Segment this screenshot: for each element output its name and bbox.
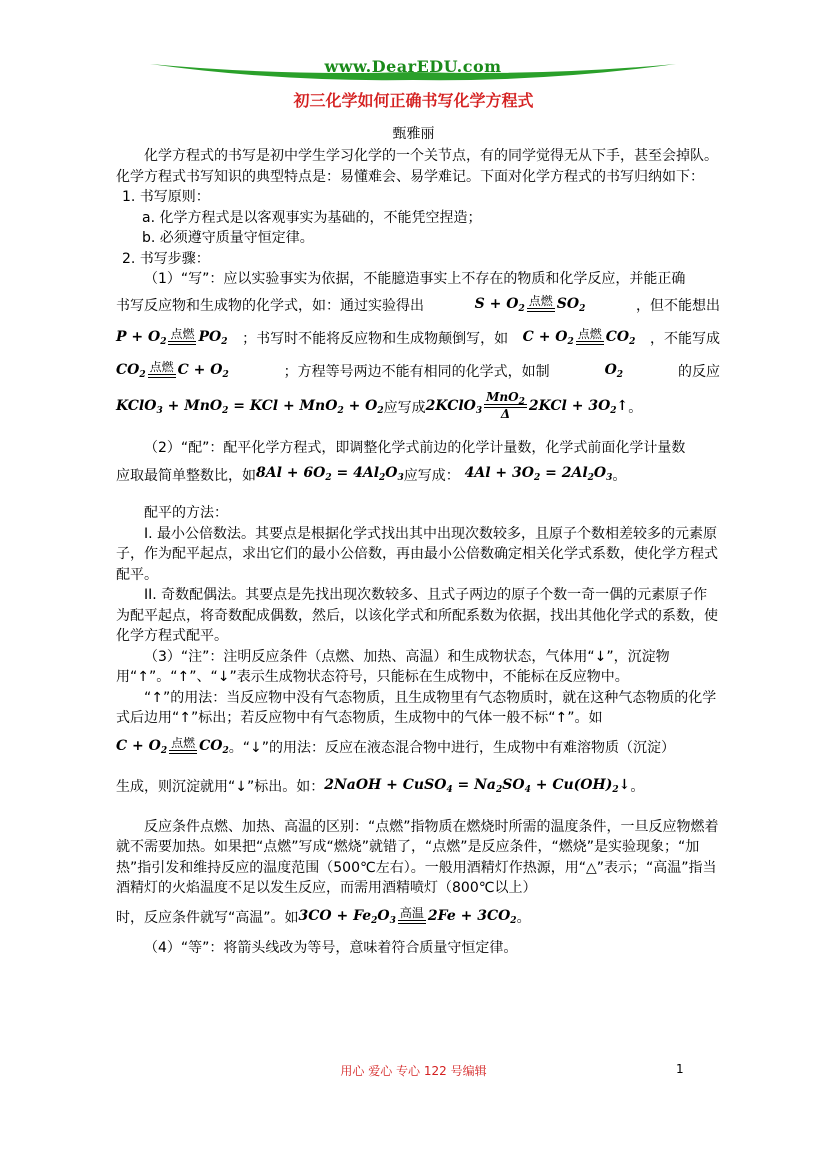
high-temp-example-line xyxy=(116,899,720,938)
site-url: www.DearEDU.com xyxy=(324,57,502,76)
principle-b: b. 必须遵守质量守恒定律。 xyxy=(142,230,314,246)
intro-paragraph: 化学方程式的书写是初中学生学习化学的一个关节点，有的同学觉得无从下手，甚至会掉队。化学方程式书写知识的典型特点是：易懂难会、易学难记。下面对化学方程式的书写归纳如下： xyxy=(116,148,718,185)
equation-al-o2-wrong: $8Al + 6O_2 = 4Al_2O_3$ xyxy=(256,465,404,483)
text-segment: 。 xyxy=(630,779,645,795)
text-segment: 书写反应物和生成物的化学式，如：通过实验得出 xyxy=(116,298,424,314)
step-2-line-2 xyxy=(116,458,720,493)
step-1-line-3 xyxy=(116,323,720,356)
text-segment: 生成，则沉淀就用“↓”标出。如： xyxy=(116,779,325,795)
equation-co-fe2o3: $3CO + Fe_2O_3$ 高温 $2Fe + 3CO_2$ xyxy=(298,906,517,926)
equation-kclo3-wrong: KClO$_3$ + MnO$_2$ = KCl + $MnO_2 + O_2$ xyxy=(116,397,384,416)
gas-arrow-example-line xyxy=(116,729,720,768)
step-1-line-4 xyxy=(116,356,720,389)
text-segment: ，但不能想出 xyxy=(636,298,720,314)
step-1-line-2 xyxy=(116,290,720,323)
page-number: 1 xyxy=(676,1062,684,1076)
text-segment: 应写成： xyxy=(403,467,460,484)
equation-c-o2: $C + O_2$ 点燃 $CO_2$ xyxy=(522,327,636,347)
condition-ignite: 点燃 xyxy=(527,295,555,312)
condition-ignite: 点燃 xyxy=(576,328,604,345)
step-1-line-5 xyxy=(116,389,720,428)
text-segment: ；方程等号两边不能有相同的化学式，如制 xyxy=(283,364,550,380)
equation-s-o2: $S + O_2$ 点燃 $SO_2$ xyxy=(474,294,586,314)
equation-kclo3-correct: 2KClO$_3$ MnO$_2$ Δ $2KCl + 3O_2↑$ xyxy=(425,389,629,421)
method-lcm: I. 最小公倍数法。其要点是根据化学式找出其中出现次数较多，且原子个数相差较多的元素原子，作为配平起点，求出它们的最小公倍数，再由最小公倍数确定相关化学式系数，使化学方程式配平。 xyxy=(116,525,718,583)
text-segment: 。 xyxy=(516,910,531,926)
step-1-text: （1）“写”：应以实验事实为依据，不能臆造事实上不存在的物质和化学反应，并能正确 xyxy=(144,271,686,287)
equation-c-o2-example: $C + O_2$ 点燃 $CO_2$ xyxy=(116,736,229,756)
site-header xyxy=(150,56,676,86)
text-segment: 应取最简单整数比，如 xyxy=(116,467,256,484)
step-2-text: （2）“配”：配平化学方程式，即调整化学式前边的化学计量数，化学式前面化学计量数 xyxy=(144,439,686,456)
step-4-text: （4）“等”：将箭头线改为等号，意味着符合质量守恒定律。 xyxy=(144,939,518,956)
author-name: 甄雅丽 xyxy=(392,126,435,142)
condition-ignite: 点燃 xyxy=(148,361,176,378)
gas-arrow-usage: “↑”的用法：当反应物中没有气态物质，且生成物里有气态物质时，就在这种气态物质的化学式后边用“↑”标出；若反应物中有气态物质，生成物中的气体一般不标“↑”。如 xyxy=(116,689,717,726)
condition-difference-paragraph: 反应条件点燃、加热、高温的区别：“点燃”指物质在燃烧时所需的温度条件，一旦反应物燃着就不需要加热。如果把“点燃”写成“燃烧”就错了，“点燃”是反应条件，“燃烧”是实验现象；“加热”指引发和维持反应的温度范围（500℃左右）。一般用酒精灯作热源，用“△”表示；“高温”指当酒精灯的火焰温度不足以发生反应，而需用酒精喷灯（800℃以上） xyxy=(116,818,719,896)
text-segment: 时，反应条件就写“高温”。如 xyxy=(116,910,299,926)
condition-ignite: 点燃 xyxy=(169,737,197,754)
condition-catalyst-heat: MnO$_2$ Δ xyxy=(486,389,525,421)
text-segment: ；书写时不能将反应物和生成物颠倒写，如 xyxy=(242,331,509,347)
balancing-methods-heading: 配平的方法： xyxy=(144,505,228,521)
condition-high-temp: 高温 xyxy=(398,907,426,924)
method-odd-even: II. 奇数配偶法。其要点是先找出现次数较多、且式子两边的原子个数一奇一偶的元素原子作为配平起点，将奇数配成偶数，然后，以该化学式和所配系数为依据，找出其他化学式的系数，使化学方程式配平。 xyxy=(116,587,718,644)
text-segment: 。 xyxy=(628,400,643,416)
text-segment: 的反应 xyxy=(678,364,720,380)
page-title: 初三化学如何正确书写化学方程式 xyxy=(293,91,534,110)
text-segment: 应写成 xyxy=(383,400,426,416)
article-body xyxy=(116,146,720,958)
text-segment: 。 xyxy=(612,467,627,484)
section-1-heading: 1. 书写原则： xyxy=(122,189,210,205)
equation-al-o2-correct: $4Al + 3O_2 = 2Al_2O_3$ xyxy=(459,465,613,483)
equation-naoh-cuso4: 2NaOH + CuSO$_4$ = $Na_2SO_4$ + $Cu(OH)_2↓$ xyxy=(324,776,631,795)
text-segment: ，不能写成 xyxy=(649,331,720,347)
principle-a: a. 化学方程式是以客观事实为基础的，不能凭空捏造； xyxy=(142,209,482,226)
section-2-heading: 2. 书写步骤： xyxy=(122,250,210,267)
equation-p-o2: $P + O_2$ 点燃 $PO_2$ xyxy=(116,327,228,347)
equation-co2-reverse: $CO_2$ 点燃 $C + O_2$ xyxy=(116,360,229,380)
condition-ignite: 点燃 xyxy=(168,328,196,345)
footer-slogan: 用心 爱心 专心 122 号编辑 xyxy=(340,1064,487,1078)
text-segment: 。“↓”的用法：反应在液态混合物中进行，生成物中有难溶物质（沉淀） xyxy=(228,740,675,756)
step-3-text: （3）“注”：注明反应条件（点燃、加热、高温）和生成物状态，气体用“↓”，沉淀物用“↑”。“↑”、“↓”表示生成物状态符号，只能标在生成物中，不能标在反应物中。 xyxy=(116,648,670,685)
precipitate-example-line xyxy=(116,768,720,807)
formula-o2: $O_2$ xyxy=(604,361,624,380)
